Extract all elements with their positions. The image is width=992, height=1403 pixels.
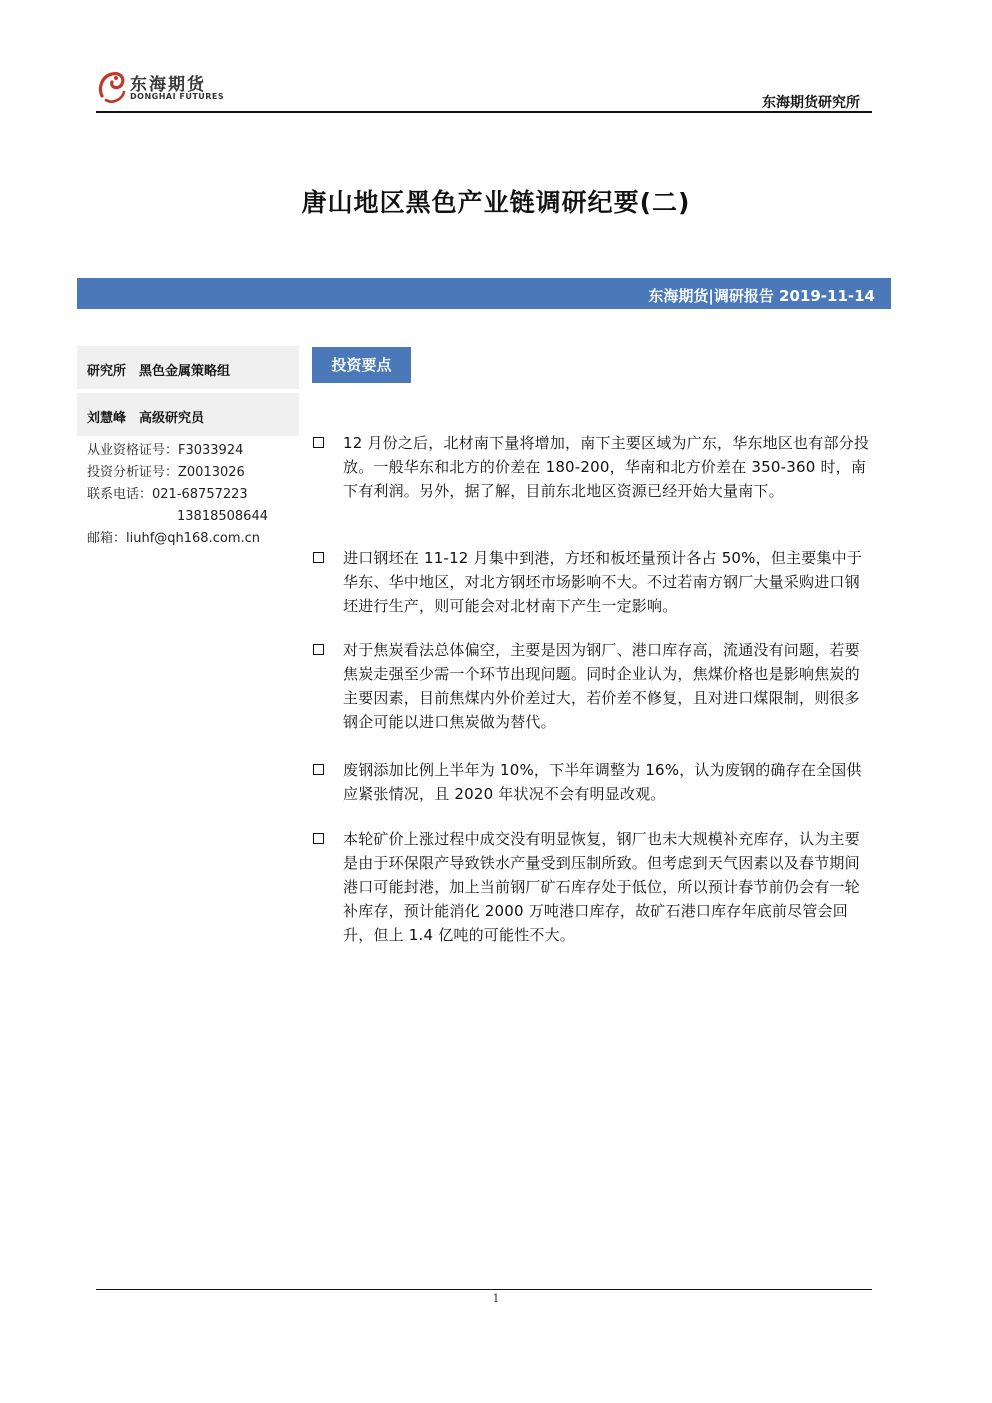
logo-english-name: DONGHAI FUTURES xyxy=(130,92,225,101)
email-address: 邮箱：liuhf@qh168.com.cn xyxy=(87,531,260,546)
author-name: 刘慧峰 高级研究员 xyxy=(87,411,205,426)
department-box xyxy=(77,346,299,389)
page-number: 1 xyxy=(492,1292,500,1305)
invest-cert-number: 投资分析证号：Z0013026 xyxy=(87,465,245,480)
checkbox-bullet-icon xyxy=(313,833,324,844)
checkbox-bullet-icon xyxy=(313,552,324,563)
phone-number: 联系电话：021-68757223 xyxy=(87,487,248,502)
bullet-text: 对于焦炭看法总体偏空，主要是因为钢厂、港口库存高，流通没有问题，若要焦炭走强至少需一个环节出现问题。同时企业认为，焦煤价格也是影响焦炭的主要因素，目前焦煤内外价差过大，若价差不修复，且对进口煤限制，则很多钢企可能以进口焦炭做为替代。 xyxy=(343,641,860,731)
dragon-logo-icon xyxy=(96,66,128,106)
footer-divider xyxy=(96,1289,872,1290)
mobile-number: 13818508644 xyxy=(177,509,268,524)
report-banner xyxy=(77,278,891,309)
report-banner-text: 东海期货|调研报告 2019-11-14 xyxy=(648,287,875,305)
logo-chinese-name: 东海期货 xyxy=(130,75,206,95)
bullet-text: 进口钢坯在 11-12 月集中到港，方坯和板坯量预计各占 50%，但主要集中于华东、华中地区，对北方钢坯市场影响不大。不过若南方钢厂大量采购进口钢坯进行生产，则可能会对北材南下产生一定影响。 xyxy=(343,549,863,615)
checkbox-bullet-icon xyxy=(313,437,324,448)
author-sidebar xyxy=(77,346,299,550)
institute-name: 东海期货研究所 xyxy=(762,95,860,111)
company-logo xyxy=(96,66,236,108)
checkbox-bullet-icon xyxy=(313,644,324,655)
header-divider xyxy=(96,111,872,113)
qualification-number: 从业资格证号：F3033924 xyxy=(87,443,244,458)
checkbox-bullet-icon xyxy=(313,764,324,775)
report-title: 唐山地区黑色产业链调研纪要(二) xyxy=(301,188,691,217)
bullet-text: 废钢添加比例上半年为 10%，下半年调整为 16%，认为废钢的确存在全国供应紧张情况，且 2020 年状况不会有明显改观。 xyxy=(343,761,862,803)
contact-info xyxy=(77,436,299,550)
author-box xyxy=(77,393,299,436)
bullet-text: 12 月份之后，北材南下量将增加，南下主要区域为广东，华东地区也有部分投放。一般华东和北方的价差在 180-200，华南和北方价差在 350-360 时，南下有利润。另外，据了解，目前东北地区资源已经开始大量南下。 xyxy=(343,434,870,500)
key-points-label: 投资要点 xyxy=(312,347,411,383)
bullet-text: 本轮矿价上涨过程中成交没有明显恢复，钢厂也未大规模补充库存，认为主要是由于环保限产导致铁水产量受到压制所致。但考虑到天气因素以及春节期间港口可能封港，加上当前钢厂矿石库存处于低位，所以预计春节前仍会有一轮补库存，预计能消化 2000 万吨港口库存，故矿石港口库存年底前尽管会回升，但上 1.4 亿吨的可能性不大。 xyxy=(343,830,860,944)
department-label: 研究所 黑色金属策略组 xyxy=(87,364,231,379)
